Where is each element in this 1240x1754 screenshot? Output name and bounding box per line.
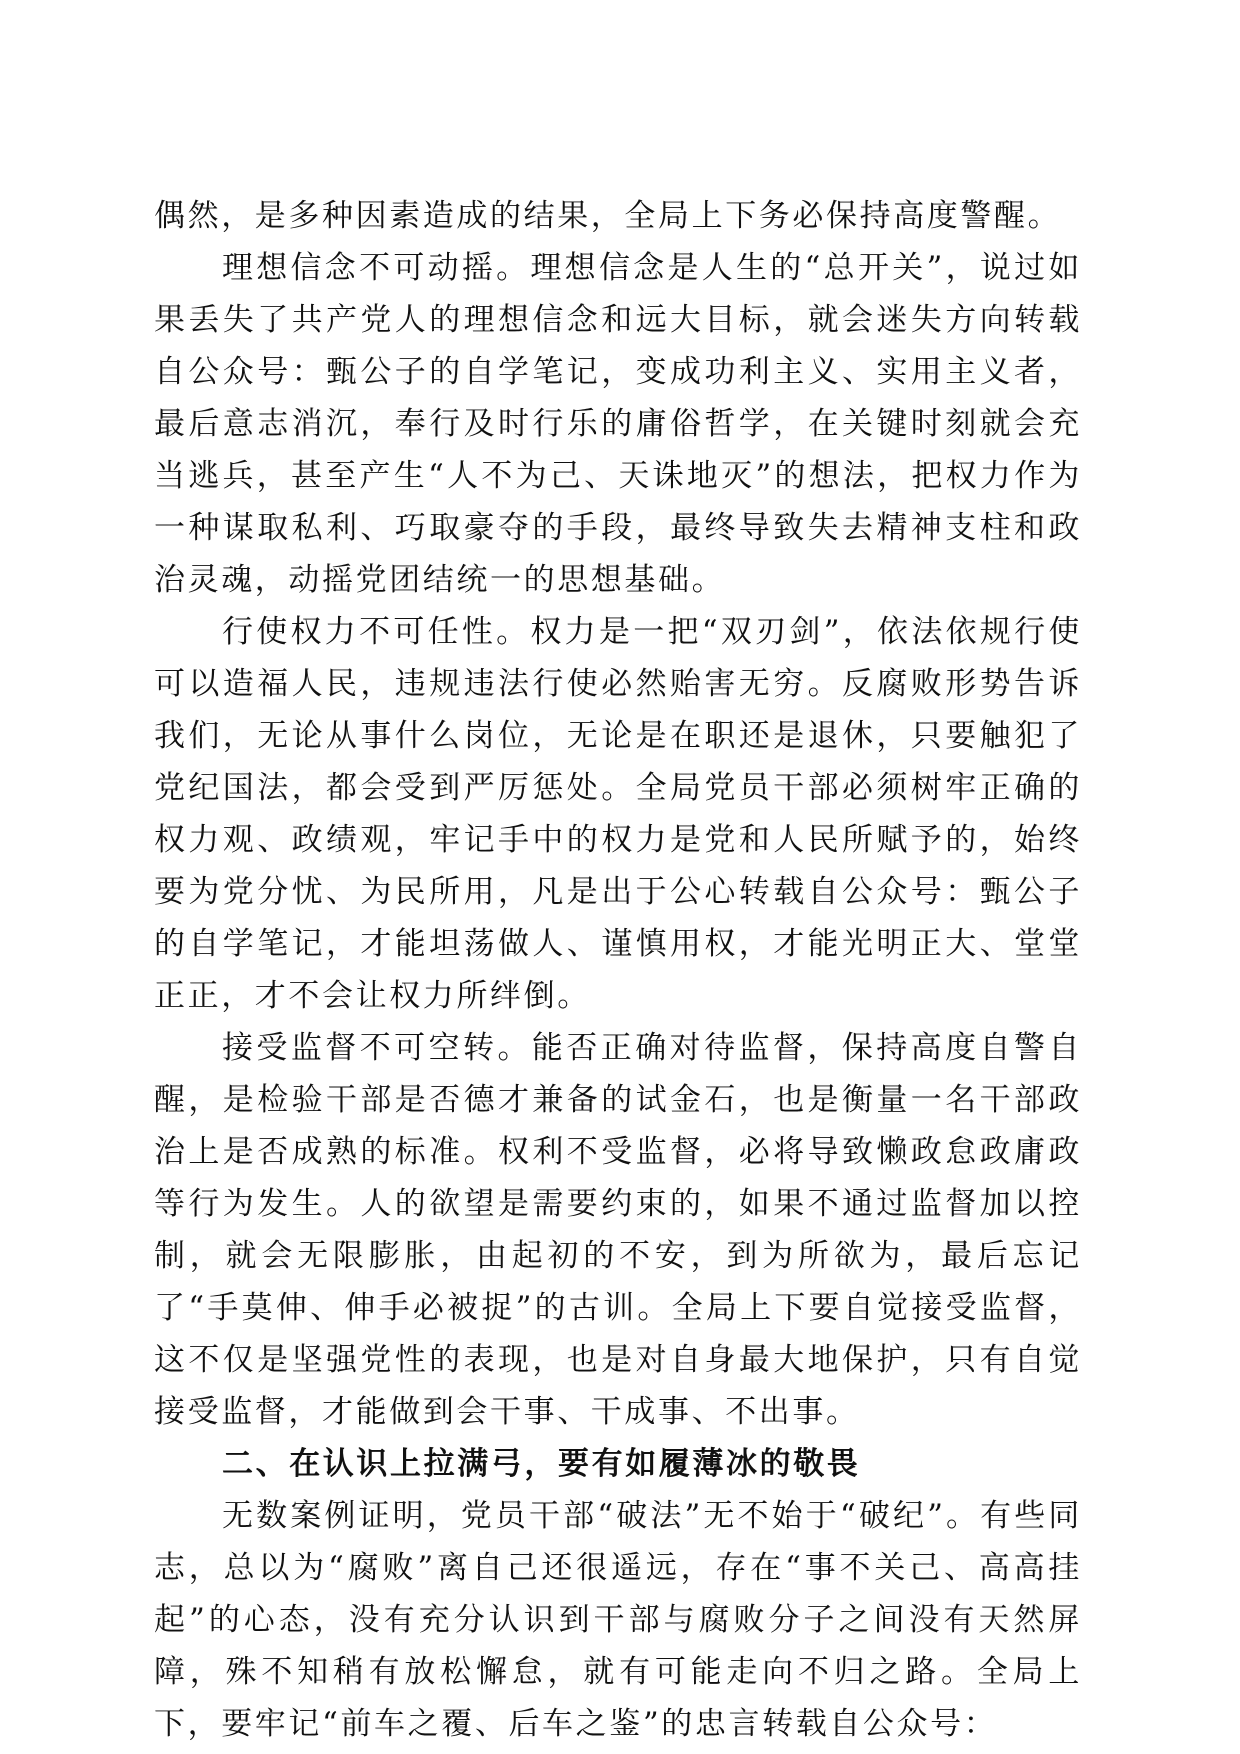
section-heading: 二、在认识上拉满弓，要有如履薄冰的敬畏 [222, 1446, 861, 1482]
paragraph-cases: 无数案例证明，党员干部“破法”无不始于“破纪”。有些同志，总以为“腐败”离自己还很遥远，存在“事不关己、高高挂起”的心态，没有充分认识到干部与腐败分子之间没有天然屏障，殊不知稍有放松懈怠，就有可能走向不归之路。全局上下，要牢记“前车之覆、后车之鉴”的忠言转载自公众号： [154, 1498, 1082, 1742]
paragraph-power: 行使权力不可任性。权力是一把“双刃剑”，依法依规行使可以造福人民，违规违法行使必然贻害无穷。反腐败形势告诉我们，无论从事什么岗位，无论是在职还是退休，只要触犯了党纪国法，都会受到严厉惩处。全局党员干部必须树牢正确的权力观、政绩观，牢记手中的权力是党和人民所赋予的，始终要为党分忧、为民所用，凡是出于公心转载自公众号：甄公子的自学笔记，才能坦荡做人、谨慎用权，才能光明正大、堂堂正正，才不会让权力所绊倒。 [154, 614, 1082, 1014]
paragraph-ideals: 理想信念不可动摇。理想信念是人生的“总开关”，说过如果丢失了共产党人的理想信念和远大目标，就会迷失方向转载自公众号：甄公子的自学笔记，变成功利主义、实用主义者，最后意志消沉，奉行及时行乐的庸俗哲学，在关键时刻就会充当逃兵，甚至产生“人不为己、天诛地灭”的想法，把权力作为一种谋取私利、巧取豪夺的手段，最终导致失去精神支柱和政治灵魂，动摇党团结统一的思想基础。 [154, 250, 1082, 598]
paragraph-continuation: 偶然，是多种因素造成的结果，全局上下务必保持高度警醒。 [154, 198, 1062, 234]
document-body [154, 190, 1082, 1750]
paragraph-supervision: 接受监督不可空转。能否正确对待监督，保持高度自警自醒，是检验干部是否德才兼备的试金石，也是衡量一名干部政治上是否成熟的标准。权利不受监督，必将导致懒政怠政庸政等行为发生。人的欲望是需要约束的，如果不通过监督加以控制，就会无限膨胀，由起初的不安，到为所欲为，最后忘记了“手莫伸、伸手必被捉”的古训。全局上下要自觉接受监督，这不仅是坚强党性的表现，也是对自身最大地保护，只有自觉接受监督，才能做到会干事、干成事、不出事。 [154, 1030, 1082, 1430]
